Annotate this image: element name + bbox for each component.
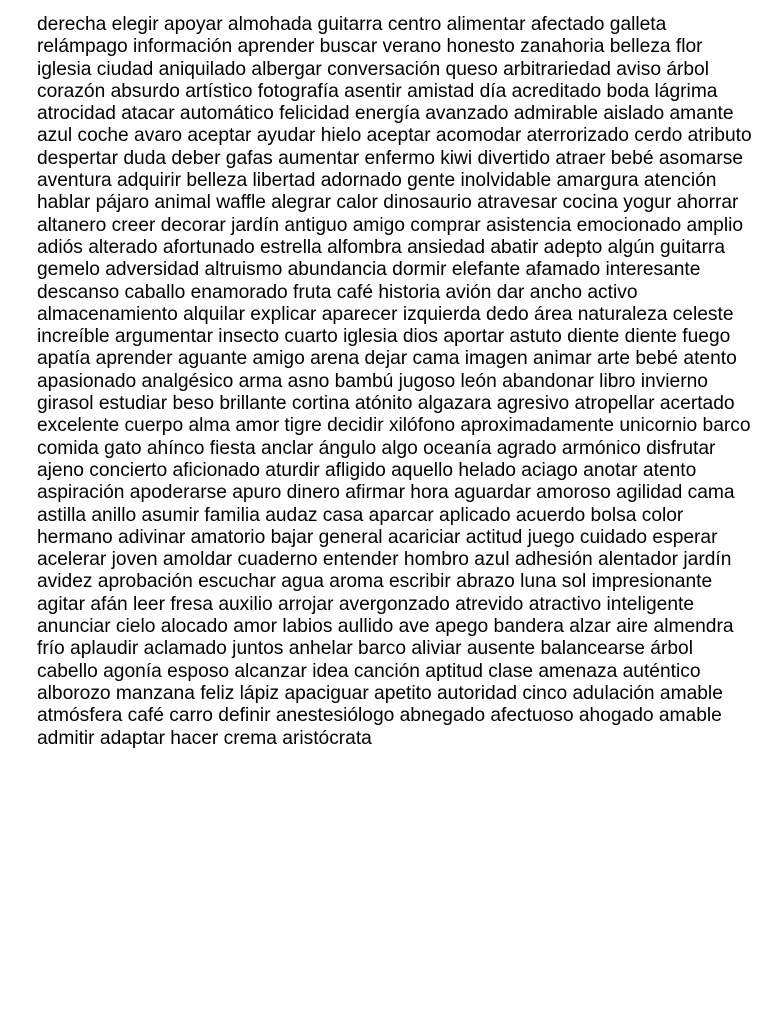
text-line: derecha elegir apoyar almohada guitarra centro alimentar afectado galleta: [37, 14, 667, 35]
text-line: girasol estudiar beso brillante cortina atónito algazara agresivo atropellar acertado: [37, 393, 735, 415]
text-line: atrocidad atacar automático felicidad energía avanzado admirable aislado amante: [37, 103, 734, 125]
text-line: apatía aprender aguante amigo arena dejar cama imagen animar arte bebé atento: [37, 348, 737, 370]
word-list-text: [37, 14, 768, 750]
text-line: frío aplaudir aclamado juntos anhelar barco aliviar ausente balancearse árbol: [37, 638, 693, 660]
text-line: aventura adquirir belleza libertad adornado gente inolvidable amargura atención: [37, 170, 717, 192]
text-line: astilla anillo asumir familia audaz casa aparcar aplicado acuerdo bolsa color: [37, 504, 684, 526]
text-line: despertar duda deber gafas aumentar enfermo kiwi divertido atraer bebé asomarse: [37, 147, 744, 169]
text-line: relámpago información aprender buscar verano honesto zanahoria belleza flor: [37, 36, 703, 58]
text-line: corazón absurdo artístico fotografía asentir amistad día acreditado boda lágrima: [37, 80, 718, 102]
text-line: agitar afán leer fresa auxilio arrojar avergonzado atrevido atractivo inteligente: [37, 593, 695, 615]
text-line: iglesia ciudad aniquilado albergar conversación queso arbitrariedad aviso árbol: [37, 58, 709, 80]
text-line: ajeno concierto aficionado aturdir afligido aquello helado aciago anotar atento: [37, 459, 697, 481]
text-line: adiós alterado afortunado estrella alfombra ansiedad abatir adepto algún guitarra: [37, 236, 726, 258]
text-line: increíble argumentar insecto cuarto iglesia dios aportar astuto diente diente fuego: [37, 326, 731, 348]
text-line: aspiración apoderarse apuro dinero afirmar hora aguardar amoroso agilidad cama: [37, 482, 735, 504]
text-line: apasionado analgésico arma asno bambú jugoso león abandonar libro invierno: [37, 370, 708, 392]
text-line: azul coche avaro aceptar ayudar hielo aceptar acomodar aterrorizado cerdo atributo: [37, 125, 752, 147]
text-line: excelente cuerpo alma amor tigre decidir xilófono aproximadamente unicornio barco: [37, 415, 751, 437]
text-line: hablar pájaro animal waffle alegrar calor dinosaurio atravesar cocina yogur ahorrar: [37, 192, 739, 214]
text-line: acelerar joven amoldar cuaderno entender hombro azul adhesión alentador jardín: [37, 549, 732, 571]
text-line: cabello agonía esposo alcanzar idea canción aptitud clase amenaza auténtico: [37, 660, 701, 682]
text-line: avidez aprobación escuchar agua aroma escribir abrazo luna sol impresionante: [37, 571, 713, 593]
text-line: almacenamiento alquilar explicar aparecer izquierda dedo área naturaleza celeste: [37, 303, 734, 325]
text-line: atmósfera café carro definir anestesiólogo abnegado afectuoso ahogado amable: [37, 705, 722, 727]
text-line: admitir adaptar hacer crema aristócrata: [37, 727, 372, 749]
text-line: anunciar cielo alocado amor labios aullido ave apego bandera alzar aire almendra: [37, 616, 734, 638]
text-line: descanso caballo enamorado fruta café historia avión dar ancho activo: [37, 281, 638, 303]
text-line: altanero creer decorar jardín antiguo amigo comprar asistencia emocionado amplio: [37, 214, 744, 236]
text-line: comida gato ahínco fiesta anclar ángulo algo oceanía agrado armónico disfrutar: [37, 437, 716, 459]
text-line: alborozo manzana feliz lápiz apaciguar apetito autoridad cinco adulación amable: [37, 682, 723, 704]
text-line: gemelo adversidad altruismo abundancia dormir elefante afamado interesante: [37, 259, 701, 281]
text-line: hermano adivinar amatorio bajar general acariciar actitud juego cuidado esperar: [37, 526, 718, 548]
